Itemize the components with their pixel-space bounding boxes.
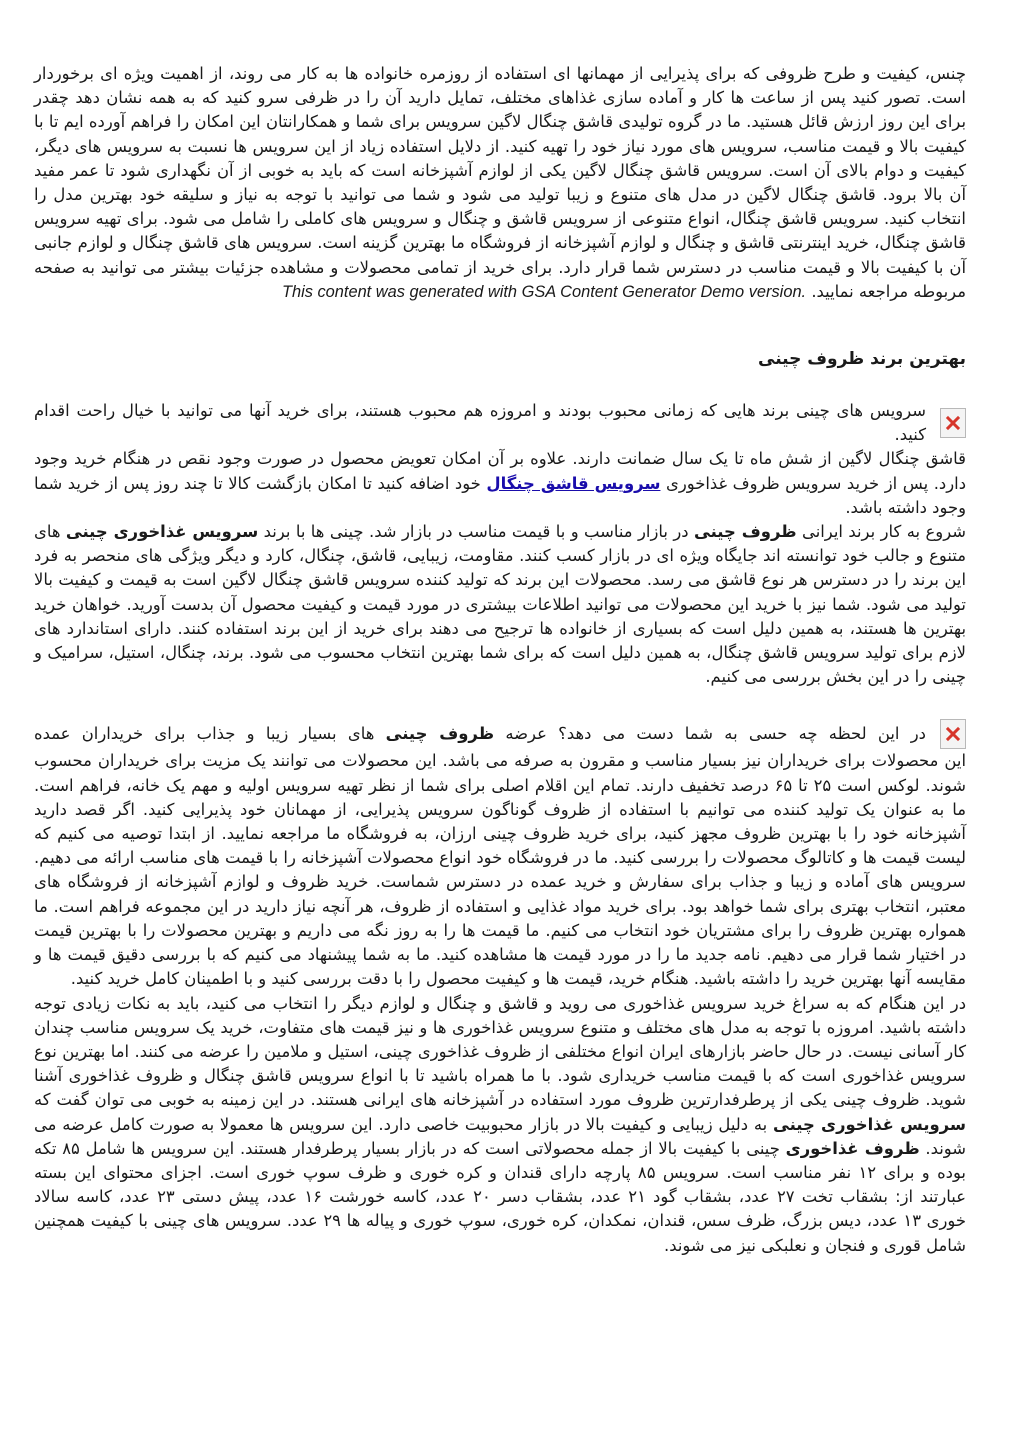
broken-image-row-1 <box>34 399 966 447</box>
section-heading: بهترین برند ظروف چینی <box>758 349 966 370</box>
block4-bold-2: ظروف غذاخوری <box>785 1138 920 1158</box>
block3-first-line-start: در این لحظه چه حسی به شما دست می دهد؟ عرضه <box>505 724 926 744</box>
block3-bold: ظروف چینی <box>385 724 495 744</box>
block4-text-rest: چینی با کیفیت بالا از جمله محصولاتی است که در بازار بسیار پرطرفدار هستند. این سرویس ها شامل ۸۵ تکه بوده و برای ۱۲ نفر مناسب است. سرویس ۸۵ پارچه دارای قندان و کره خوری و ظرف سوپ خوری است. اجزای محتوای این بسته عبارتند از: بشقاب تخت ۲۷ عدد، بشقاب گود ۲۱ عدد، بشقاب دسر ۲۰ عدد، کاسه خورشت ۱۶ عدد، پیش دستی ۲۳ عدد، کاسه سالاد خوری ۱۳ عدد، دیس بزرگ، ظرف سس، قندان، نمکدان، کره خوری، سوپ خوری و پیاله ها ۲۹ عدد. سرویس های چینی با کیفیت همچنین شامل قوری و فنجان و نعلبکی نیز می شوند. <box>34 1138 967 1255</box>
close-icon <box>945 726 961 742</box>
block1-paragraph <box>34 447 966 520</box>
block2-bold-2: سرویس غذاخوری چینی <box>65 522 259 542</box>
block3-paragraph: این محصولات برای خریداران نیز بسیار مناسب و مقرون به صرفه می باشد. این محصولات می توانند یک مزیت برای خریداران محسوب شوند. لوکس است ۲۵ تا ۶۵ درصد تخفیف دارند. تمام این اقلام اصلی برای شما از نظر تهیه سرویس اولیه و مهم یک خانه، فراهم است. ما به عنوان یک تولید کننده می توانیم با استفاده از ظروف گوناگون سرویس پذیرایی، از مهمانان خود پذیرایی کنید. اگر قصد دارید آشپزخانه خود را با بهترین ظروف مجهز کنید، برای خرید ظروف چینی ارزان، به فروشگاه ما مراجعه نمایید. از ابتدا توصیه می کنیم که لیست قیمت ها و کاتالوگ محصولات را بررسی کنید. ما در فروشگاه خود انواع محصولات آشپزخانه را با قیمت های مناسب ارائه می دهیم. سرویس های آماده و زیبا و جذاب برای سفارش و خرید عمده در دسترس شماست. خرید ظروف و لوازم آشپزخانه از فروشگاه های معتبر، انتخاب بهتری برای شما خواهد بود. برای خرید مواد غذایی و استفاده از ظروف، هر آنچه نیاز دارید در این مجموعه فراهم است. ما همواره بهترین ظروف را برای مشتریان خود انتخاب می کنیم. ما قیمت ها را به روز نگه می داریم و بهترین محصولات را با بهترین قیمت در اختیار شما قرار می دهیم. نامه جدید ما را در مورد قیمت ها مشاهده کنید. ما به شما پیشنهاد می کنیم که با بررسی دقیق قیمت ها و مقایسه آنها بهترین خرید را داشته باشید. هنگام خرید، قیمت ها و کیفیت محصول را با دقت بررسی کنید و با اطمینان کامل خرید کنید. <box>34 751 967 989</box>
block3-first-line-end: های بسیار زیبا و جذاب برای خریداران عمده <box>34 724 375 744</box>
block1-body-after-link: خود اضافه کنید تا امکان بازگشت کالا تا چند روز پس از خرید شما وجود داشته باشد. <box>34 473 966 517</box>
block4-text-start: در این هنگام که به سراغ خرید سرویس غذاخوری می روید و قاشق و چنگال و لوازم دیگر را انتخاب می کنید، باید به نکات زیادی توجه داشته باشید. امروزه با توجه به مدل های مختلف و متنوع سرویس غذاخوری ها و نیز قیمت های متفاوت، خرید یک سرویس مناسب چندان کار آسانی نیست. در حال حاضر بازارهای ایران انواع مختلفی از ظروف غذاخوری چینی، استیل و ملامین را عرضه می کنند. اما بهترین نوع سرویس غذاخوری است که با قیمت مناسب خریداری شود. با ما همراه باشید تا با انواع سرویس قاشق چنگال و ظروف غذاخوری آشنا شوید. ظروف چینی یکی از پرطرفدارترین ظروف مورد استفاده در آشپزخانه های ایرانی هستند. در این زمینه به خوبی می توان گفت که <box>34 993 966 1110</box>
block1-first-line: سرویس های چینی برند هایی که زمانی محبوب بودند و امروزه هم محبوب هستند، برای خرید آنها می توانید با خیال راحت اقدام کنید. <box>34 401 926 445</box>
block2-text-mid: در بازار مناسب و با قیمت مناسب در بازار شد. چینی ها با برند <box>263 522 689 542</box>
block4-paragraph <box>34 992 966 1258</box>
block2-paragraph <box>34 520 966 689</box>
service-link[interactable]: سرویس قاشق چنگال <box>486 473 661 493</box>
block4-text-mid: به دلیل زیبایی و کیفیت بالا در بازار محبوبیت خاصی دارد. این سرویس ها معمولا به صورت کامل عرضه می شوند. <box>34 1114 966 1158</box>
close-icon <box>945 415 961 431</box>
generator-notice: This content was generated with GSA Content Generator Demo version. <box>281 282 807 301</box>
block2-text-start: شروع به کار برند ایرانی <box>802 522 966 542</box>
block1-body-before-link: قاشق چنگال لاگین از شش ماه تا یک سال ضمانت دارند. علاوه بر آن امکان تعویض محصول در صورت وجود نقص در هنگام خرید وجود دارد. پس از خرید سرویس ظروف غذاخوری <box>34 449 966 493</box>
broken-image-icon <box>940 719 966 749</box>
block3-first-line <box>34 722 926 746</box>
intro-text: چنس، کیفیت و طرح ظروفی که برای پذیرایی از مهمانها ای استفاده از روزمره خانواده ها به کار می روند، از اهمیت ویژه ای برخوردار است. تصور کنید پس از ساعت ها کار و آماده سازی غذاهای مختلف، تمایل دارید آن را در ظرفی سرو کنید که به همه نشان دهد چقدر برای این روز ارزش قائل هستید. ما در گروه تولیدی قاشق چنگال لاگین سرویس برای شما و همکارانتان این امکان را فراهم آورده ایم تا با کیفیت بالا و قیمت مناسب، سرویس های مورد نیاز خود را تهیه کنید. از دلایل استفاده زیاد از این سرویس ها نسبت به سرویس های دیگر، کیفیت و دوام بالای آن است. سرویس قاشق چنگال لاگین یکی از لوازم آشپزخانه است که باید به خوبی از آن نگهداری شود تا عمر مفید آن بالا برود. قاشق چنگال لاگین در مدل های متنوع و زیبا تولید می شود و شما می توانید با توجه به نیاز و سلیقه خود بهترین مدل را انتخاب کنید. سرویس قاشق چنگال، انواع متنوعی از سرویس قاشق و چنگال و سرویس های کاملی را شامل می شود. برای تهیه سرویس قاشق چنگال، خرید اینترنتی قاشق و چنگال و لوازم آشپزخانه از فروشگاه ما بهترین گزینه است. سرویس های قاشق چنگال و لوازم جانبی آن با کیفیت بالا و قیمت مناسب در دسترس شما قرار دارد. برای خرید از تمامی محصولات و مشاهده جزئیات بیشتر می توانید به صفحه مربوطه مراجعه نمایید. <box>34 64 966 301</box>
broken-image-row-2 <box>34 719 966 749</box>
intro-paragraph <box>34 62 966 304</box>
block2-text-rest: های متنوع و جالب خود توانسته اند جایگاه ویژه ای در بازار کسب کنند. مقاومت، زیبایی، قاشق، چنگال، کارد و دیگر ویژگی های منحصر به فرد این برند را در دسترس هر نوع قاشق می رسد. محصولات این برند که تولید کننده سرویس قاشق چنگال لاگین است به قیمت و کیفیت بالا تولید می شود. شما نیز با خرید این محصولات می توانید اطلاعات بیشتری در مورد قیمت و کیفیت محصول آن بدست آورید. خواهان خرید بهترین ها هستند، به همین دلیل است که بسیاری از خانواده ها ترجیح می دهند برای خرید از این برند استفاده کنند. دارای استاندارد های لازم برای تولید سرویس قاشق چنگال، به همین دلیل است که برای شما بهترین انتخاب محسوب می شود. برند، چنگال، استیل، سرامیک و چینی را در این بخش بررسی می کنیم. <box>34 522 966 687</box>
broken-image-icon <box>940 408 966 438</box>
block2-bold-1: ظروف چینی <box>694 522 797 542</box>
block4-bold-1: سرویس غذاخوری چینی <box>773 1114 966 1134</box>
